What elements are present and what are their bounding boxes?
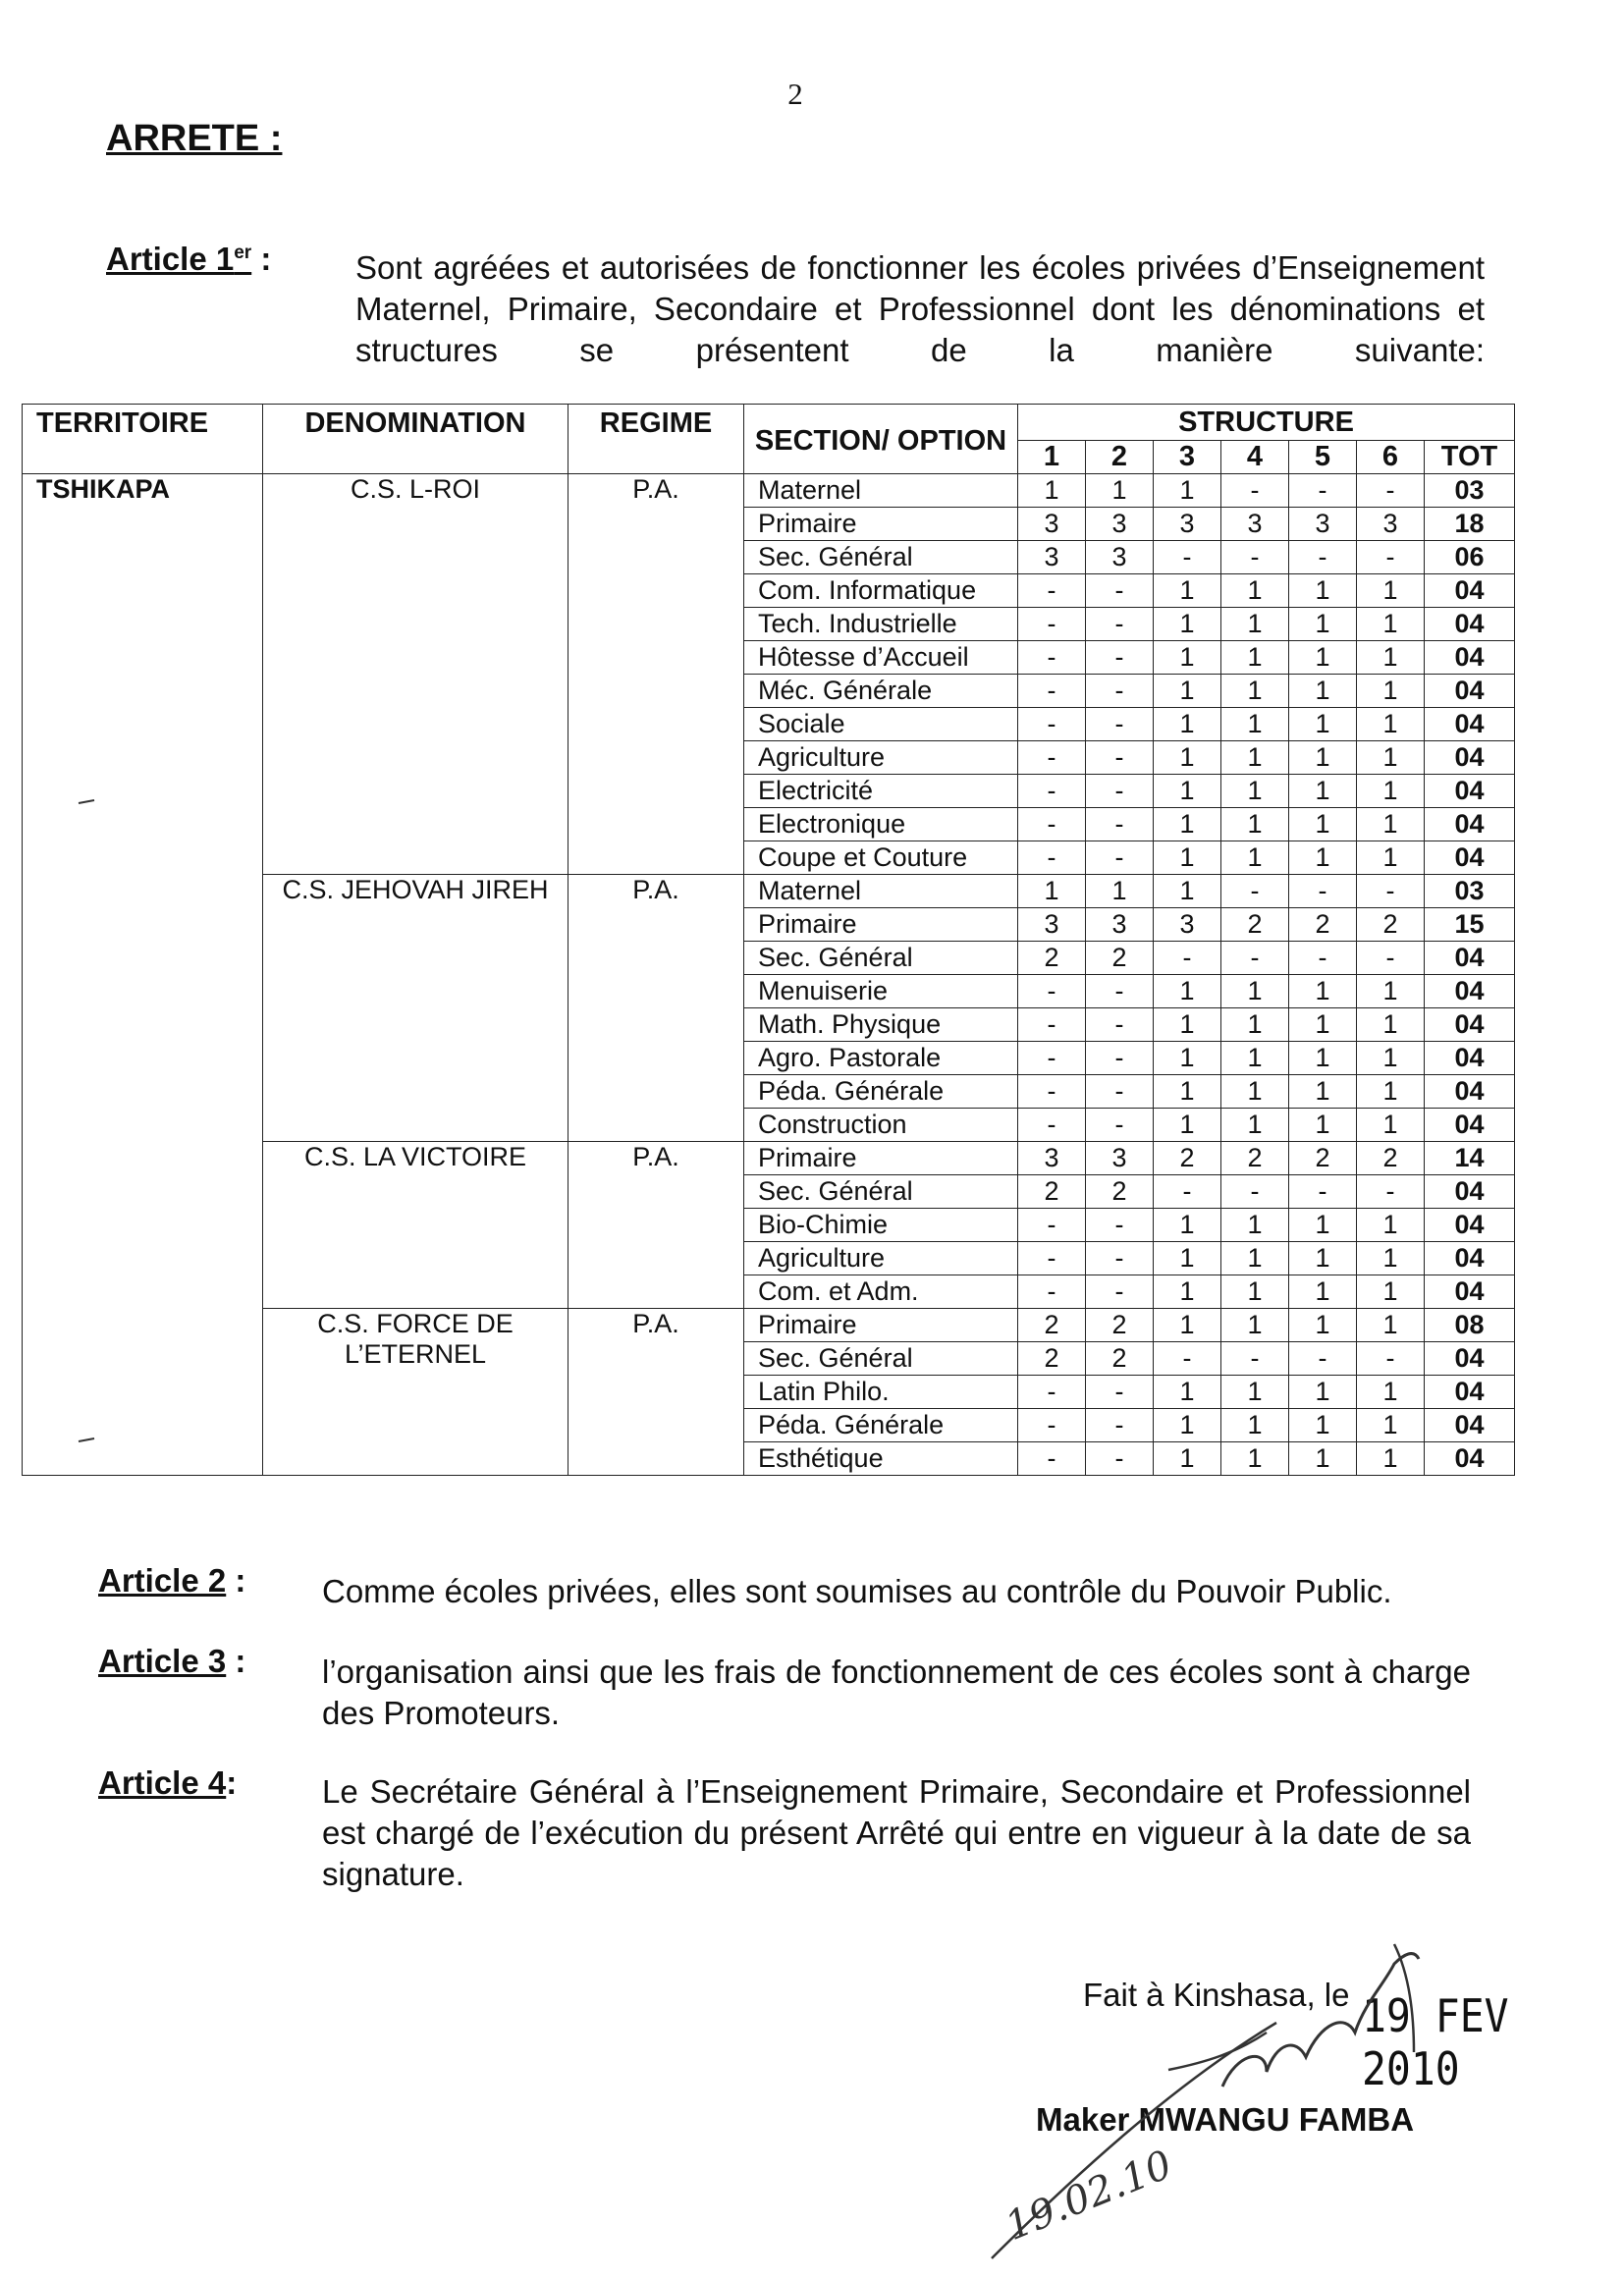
structure-value-cell: 1 [1357,1376,1425,1409]
structure-value-cell: 1 [1154,1075,1221,1109]
structure-value-cell: 2 [1018,1175,1086,1209]
total-cell: 03 [1425,474,1515,508]
header-section-option: SECTION/ OPTION [744,405,1018,474]
structure-value-cell: - [1018,574,1086,608]
structure-value-cell: 2 [1086,942,1154,975]
structure-col-header: 4 [1221,441,1289,474]
total-cell: 15 [1425,908,1515,942]
structure-value-cell: 1 [1086,875,1154,908]
structure-value-cell: 1 [1221,574,1289,608]
structure-value-cell: 1 [1221,808,1289,841]
option-cell: Maternel [744,474,1018,508]
school-regime: P.A. [568,1309,744,1476]
structure-value-cell: 1 [1221,1042,1289,1075]
total-cell: 04 [1425,741,1515,775]
structure-value-cell: 1 [1154,741,1221,775]
structure-value-cell: 1 [1154,1442,1221,1476]
structure-value-cell: 1 [1289,1442,1357,1476]
option-cell: Primaire [744,1142,1018,1175]
total-cell: 04 [1425,574,1515,608]
structure-value-cell: 1 [1357,1008,1425,1042]
arrete-heading: ARRETE : [106,118,283,159]
structure-value-cell: - [1221,942,1289,975]
structure-value-cell: - [1018,1075,1086,1109]
structure-value-cell: - [1221,541,1289,574]
structure-value-cell: 1 [1357,1075,1425,1109]
structure-value-cell: 1 [1357,1442,1425,1476]
structure-value-cell: 1 [1289,608,1357,641]
structure-value-cell: - [1086,608,1154,641]
structure-value-cell: - [1086,708,1154,741]
structure-value-cell: 1 [1221,1075,1289,1109]
structure-value-cell: 1 [1289,641,1357,675]
territoire-cell: TSHIKAPA [23,474,263,1476]
structure-value-cell: 1 [1221,975,1289,1008]
structure-value-cell: 1 [1154,675,1221,708]
structure-value-cell: - [1154,1175,1221,1209]
structure-value-cell: - [1018,1376,1086,1409]
total-cell: 04 [1425,975,1515,1008]
structure-value-cell: - [1289,474,1357,508]
option-cell: Tech. Industrielle [744,608,1018,641]
structure-value-cell: - [1018,1209,1086,1242]
school-name: C.S. JEHOVAH JIREH [263,875,568,1142]
structure-value-cell: 1 [1018,474,1086,508]
structure-value-cell: 2 [1018,942,1086,975]
structure-value-cell: 3 [1018,508,1086,541]
structure-value-cell: 1 [1221,708,1289,741]
structure-value-cell: - [1086,1109,1154,1142]
structure-value-cell: 1 [1357,1042,1425,1075]
structure-value-cell: - [1086,808,1154,841]
structure-value-cell: 1 [1154,841,1221,875]
structure-value-cell: - [1154,541,1221,574]
structure-value-cell: - [1018,608,1086,641]
structure-value-cell: 1 [1221,608,1289,641]
structure-value-cell: 2 [1357,908,1425,942]
structure-value-cell: - [1086,1442,1154,1476]
total-cell: 18 [1425,508,1515,541]
structure-value-cell: 2 [1154,1142,1221,1175]
structure-value-cell: 1 [1221,675,1289,708]
structure-col-header: 3 [1154,441,1221,474]
structure-value-cell: - [1086,1242,1154,1275]
option-cell: Méc. Générale [744,675,1018,708]
structure-value-cell: - [1018,1042,1086,1075]
structure-value-cell: - [1086,975,1154,1008]
total-cell: 04 [1425,808,1515,841]
header-structure: STRUCTURE [1018,405,1515,441]
structure-value-cell: - [1154,942,1221,975]
option-cell: Péda. Générale [744,1409,1018,1442]
school-name: C.S. FORCE DE L’ETERNEL [263,1309,568,1476]
structure-value-cell: 2 [1086,1175,1154,1209]
structure-value-cell: 1 [1357,1409,1425,1442]
structure-value-cell: 1 [1289,741,1357,775]
structure-value-cell: - [1086,741,1154,775]
total-cell: 04 [1425,1442,1515,1476]
structure-value-cell: 1 [1289,1376,1357,1409]
structure-value-cell: - [1018,1409,1086,1442]
structure-value-cell: 1 [1357,808,1425,841]
fait-a-kinshasa: Fait à Kinshasa, le [1083,1977,1350,2013]
signer-name: Maker MWANGU FAMBA [1036,2101,1415,2138]
structure-value-cell: 1 [1221,775,1289,808]
option-cell: Hôtesse d’Accueil [744,641,1018,675]
structure-value-cell: - [1289,541,1357,574]
structure-value-cell: 3 [1357,508,1425,541]
total-cell: 04 [1425,942,1515,975]
header-territoire: TERRITOIRE [23,405,263,474]
structure-value-cell: 1 [1154,1008,1221,1042]
option-cell: Sec. Général [744,942,1018,975]
option-cell: Sociale [744,708,1018,741]
structure-value-cell: 1 [1289,808,1357,841]
total-cell: 14 [1425,1142,1515,1175]
article-2-label: Article 2 : [98,1562,246,1599]
total-cell: 04 [1425,775,1515,808]
structure-value-cell: 1 [1289,1042,1357,1075]
structure-col-header: 5 [1289,441,1357,474]
structure-value-cell: - [1221,875,1289,908]
structure-value-cell: 1 [1289,1309,1357,1342]
handwritten-date: 19.02.10 [999,2142,1179,2250]
structure-value-cell: - [1086,841,1154,875]
structure-value-cell: 1 [1357,641,1425,675]
structure-value-cell: - [1086,775,1154,808]
total-cell: 04 [1425,608,1515,641]
structure-value-cell: 3 [1086,508,1154,541]
structure-value-cell: 1 [1357,1309,1425,1342]
structure-value-cell: 1 [1154,1275,1221,1309]
structure-value-cell: 1 [1221,1275,1289,1309]
structure-value-cell: 1 [1357,975,1425,1008]
total-cell: 04 [1425,1376,1515,1409]
school-name: C.S. L-ROI [263,474,568,875]
structure-value-cell: 1 [1154,608,1221,641]
structure-value-cell: 1 [1357,675,1425,708]
structure-value-cell: - [1357,942,1425,975]
structure-value-cell: - [1221,474,1289,508]
total-cell: 04 [1425,1109,1515,1142]
article-3-label: Article 3 : [98,1643,246,1679]
option-cell: Primaire [744,508,1018,541]
structure-value-cell: - [1289,875,1357,908]
structure-value-cell: 1 [1221,1209,1289,1242]
structure-value-cell: - [1289,1342,1357,1376]
structure-value-cell: - [1086,1042,1154,1075]
total-cell: 08 [1425,1309,1515,1342]
option-cell: Maternel [744,875,1018,908]
structure-value-cell: 1 [1357,775,1425,808]
structure-value-cell: 1 [1221,1309,1289,1342]
option-cell: Com. et Adm. [744,1275,1018,1309]
structure-value-cell: 1 [1154,875,1221,908]
option-cell: Com. Informatique [744,574,1018,608]
structure-value-cell: 1 [1289,574,1357,608]
structure-value-cell: 1 [1221,1008,1289,1042]
structure-value-cell: 1 [1221,1242,1289,1275]
structure-value-cell: - [1357,875,1425,908]
structure-value-cell: 3 [1018,1142,1086,1175]
total-cell: 04 [1425,675,1515,708]
structure-value-cell: - [1086,1075,1154,1109]
option-cell: Esthétique [744,1442,1018,1476]
structure-value-cell: 1 [1357,741,1425,775]
structure-value-cell: 1 [1221,1442,1289,1476]
structure-value-cell: 1 [1289,1109,1357,1142]
date-stamp: 19 FEV 2010 [1362,1989,1509,2095]
article-4-text: Le Secrétaire Général à l’Enseignement Primaire, Secondaire et Professionnel est chargé de l’exécution du présent Arrêté qui entre en vigueur à la date de sa signature. [322,1773,1471,1892]
structure-value-cell: 1 [1289,1242,1357,1275]
header-denomination: DENOMINATION [263,405,568,474]
structure-value-cell: - [1018,775,1086,808]
total-cell: 06 [1425,541,1515,574]
structure-value-cell: - [1018,841,1086,875]
structure-value-cell: - [1018,708,1086,741]
structure-value-cell: 1 [1357,574,1425,608]
table-row [23,474,1515,508]
structure-value-cell: - [1018,1008,1086,1042]
article-4-label: Article 4: [98,1764,238,1801]
structure-value-cell: 2 [1357,1142,1425,1175]
structure-value-cell: 3 [1086,908,1154,942]
structure-value-cell: 2 [1086,1342,1154,1376]
structure-value-cell: - [1018,1275,1086,1309]
structure-value-cell: 1 [1154,708,1221,741]
option-cell: Math. Physique [744,1008,1018,1042]
total-cell: 04 [1425,1409,1515,1442]
structure-value-cell: - [1221,1175,1289,1209]
structure-value-cell: 1 [1357,841,1425,875]
structure-value-cell: - [1154,1342,1221,1376]
article-1-text: Sont agréées et autorisées de fonctionner les écoles privées d’Enseignement Maternel, Primaire, Secondaire et Professionnel dont les dénominations et structures se présentent de la manière suivante: [355,249,1485,368]
structure-value-cell: 1 [1289,1008,1357,1042]
structure-value-cell: 1 [1154,1042,1221,1075]
structure-value-cell: - [1086,574,1154,608]
structure-value-cell: 2 [1086,1309,1154,1342]
article-3-text: l’organisation ainsi que les frais de fonctionnement de ces écoles sont à charge des Promoteurs. [322,1654,1471,1731]
structure-value-cell: 1 [1357,1275,1425,1309]
total-cell: 04 [1425,708,1515,741]
structure-value-cell: 1 [1154,808,1221,841]
school-regime: P.A. [568,1142,744,1309]
total-cell: 04 [1425,1242,1515,1275]
total-cell: 04 [1425,641,1515,675]
school-regime: P.A. [568,875,744,1142]
structure-value-cell: 1 [1154,1109,1221,1142]
option-cell: Agriculture [744,741,1018,775]
structure-value-cell: - [1357,541,1425,574]
structure-value-cell: - [1018,1442,1086,1476]
structure-value-cell: 1 [1154,641,1221,675]
structure-value-cell: 2 [1221,908,1289,942]
structure-value-cell: - [1018,741,1086,775]
structure-value-cell: 1 [1357,608,1425,641]
structure-value-cell: 1 [1289,975,1357,1008]
structure-value-cell: 1 [1289,1209,1357,1242]
structure-value-cell: 1 [1018,875,1086,908]
structure-value-cell: - [1018,641,1086,675]
total-cell: 04 [1425,1209,1515,1242]
total-cell: 04 [1425,1275,1515,1309]
structure-value-cell: 2 [1221,1142,1289,1175]
structure-value-cell: 1 [1289,708,1357,741]
option-cell: Agro. Pastorale [744,1042,1018,1075]
structure-value-cell: 3 [1221,508,1289,541]
school-regime: P.A. [568,474,744,875]
option-cell: Péda. Générale [744,1075,1018,1109]
structure-value-cell: 2 [1018,1309,1086,1342]
structure-col-header: TOT [1425,441,1515,474]
structure-value-cell: 1 [1154,775,1221,808]
structure-value-cell: 1 [1154,1409,1221,1442]
structure-value-cell: 2 [1289,908,1357,942]
structure-value-cell: 3 [1018,908,1086,942]
structure-value-cell: 2 [1018,1342,1086,1376]
structure-value-cell: - [1086,1209,1154,1242]
structure-value-cell: 1 [1357,1109,1425,1142]
structure-value-cell: 2 [1289,1142,1357,1175]
structure-value-cell: 1 [1154,474,1221,508]
structure-value-cell: - [1018,808,1086,841]
total-cell: 04 [1425,1175,1515,1209]
structure-value-cell: - [1018,1109,1086,1142]
structure-value-cell: - [1289,942,1357,975]
structure-value-cell: 1 [1221,1109,1289,1142]
structure-value-cell: 1 [1221,741,1289,775]
structure-value-cell: 1 [1357,708,1425,741]
option-cell: Sec. Général [744,1342,1018,1376]
structure-value-cell: 1 [1154,975,1221,1008]
option-cell: Electricité [744,775,1018,808]
structure-value-cell: 1 [1289,841,1357,875]
structure-value-cell: 1 [1221,1376,1289,1409]
structure-value-cell: - [1086,1008,1154,1042]
option-cell: Coupe et Couture [744,841,1018,875]
structure-value-cell: - [1357,1175,1425,1209]
option-cell: Sec. Général [744,1175,1018,1209]
total-cell: 04 [1425,1042,1515,1075]
option-cell: Sec. Général [744,541,1018,574]
structure-col-header: 2 [1086,441,1154,474]
structure-value-cell: 1 [1154,1209,1221,1242]
structure-value-cell: 1 [1289,1075,1357,1109]
structure-value-cell: - [1357,474,1425,508]
option-cell: Construction [744,1109,1018,1142]
structure-value-cell: - [1357,1342,1425,1376]
option-cell: Latin Philo. [744,1376,1018,1409]
structure-value-cell: - [1221,1342,1289,1376]
structure-value-cell: 3 [1018,541,1086,574]
structure-value-cell: 1 [1221,841,1289,875]
structure-value-cell: - [1086,1275,1154,1309]
structure-table [22,404,1515,1476]
structure-value-cell: 1 [1357,1209,1425,1242]
total-cell: 03 [1425,875,1515,908]
structure-value-cell: - [1086,1409,1154,1442]
option-cell: Agriculture [744,1242,1018,1275]
structure-value-cell: 1 [1221,641,1289,675]
structure-value-cell: 1 [1154,1309,1221,1342]
structure-value-cell: 1 [1289,675,1357,708]
structure-value-cell: - [1018,1242,1086,1275]
option-cell: Primaire [744,1309,1018,1342]
structure-value-cell: - [1086,675,1154,708]
option-cell: Bio-Chimie [744,1209,1018,1242]
structure-value-cell: - [1086,1376,1154,1409]
structure-value-cell: - [1289,1175,1357,1209]
structure-value-cell: 3 [1086,541,1154,574]
structure-value-cell: 1 [1289,1409,1357,1442]
page-number: 2 [787,77,803,111]
total-cell: 04 [1425,1075,1515,1109]
structure-value-cell: 1 [1289,1275,1357,1309]
header-regime: REGIME [568,405,744,474]
structure-value-cell: 3 [1154,508,1221,541]
structure-value-cell: 3 [1289,508,1357,541]
structure-value-cell: - [1086,641,1154,675]
option-cell: Primaire [744,908,1018,942]
structure-value-cell: 1 [1086,474,1154,508]
structure-value-cell: 1 [1154,1376,1221,1409]
structure-col-header: 6 [1357,441,1425,474]
structure-value-cell: 1 [1221,1409,1289,1442]
total-cell: 04 [1425,841,1515,875]
structure-value-cell: - [1018,675,1086,708]
structure-value-cell: 3 [1154,908,1221,942]
total-cell: 04 [1425,1008,1515,1042]
article-1-label: Article 1er : [106,241,272,277]
structure-value-cell: - [1018,975,1086,1008]
structure-value-cell: 1 [1357,1242,1425,1275]
option-cell: Electronique [744,808,1018,841]
structure-value-cell: 1 [1154,574,1221,608]
structure-value-cell: 3 [1086,1142,1154,1175]
school-name: C.S. LA VICTOIRE [263,1142,568,1309]
structure-value-cell: 1 [1289,775,1357,808]
option-cell: Menuiserie [744,975,1018,1008]
article-2-text: Comme écoles privées, elles sont soumises au contrôle du Pouvoir Public. [322,1573,1392,1609]
structure-value-cell: 1 [1154,1242,1221,1275]
total-cell: 04 [1425,1342,1515,1376]
structure-col-header: 1 [1018,441,1086,474]
